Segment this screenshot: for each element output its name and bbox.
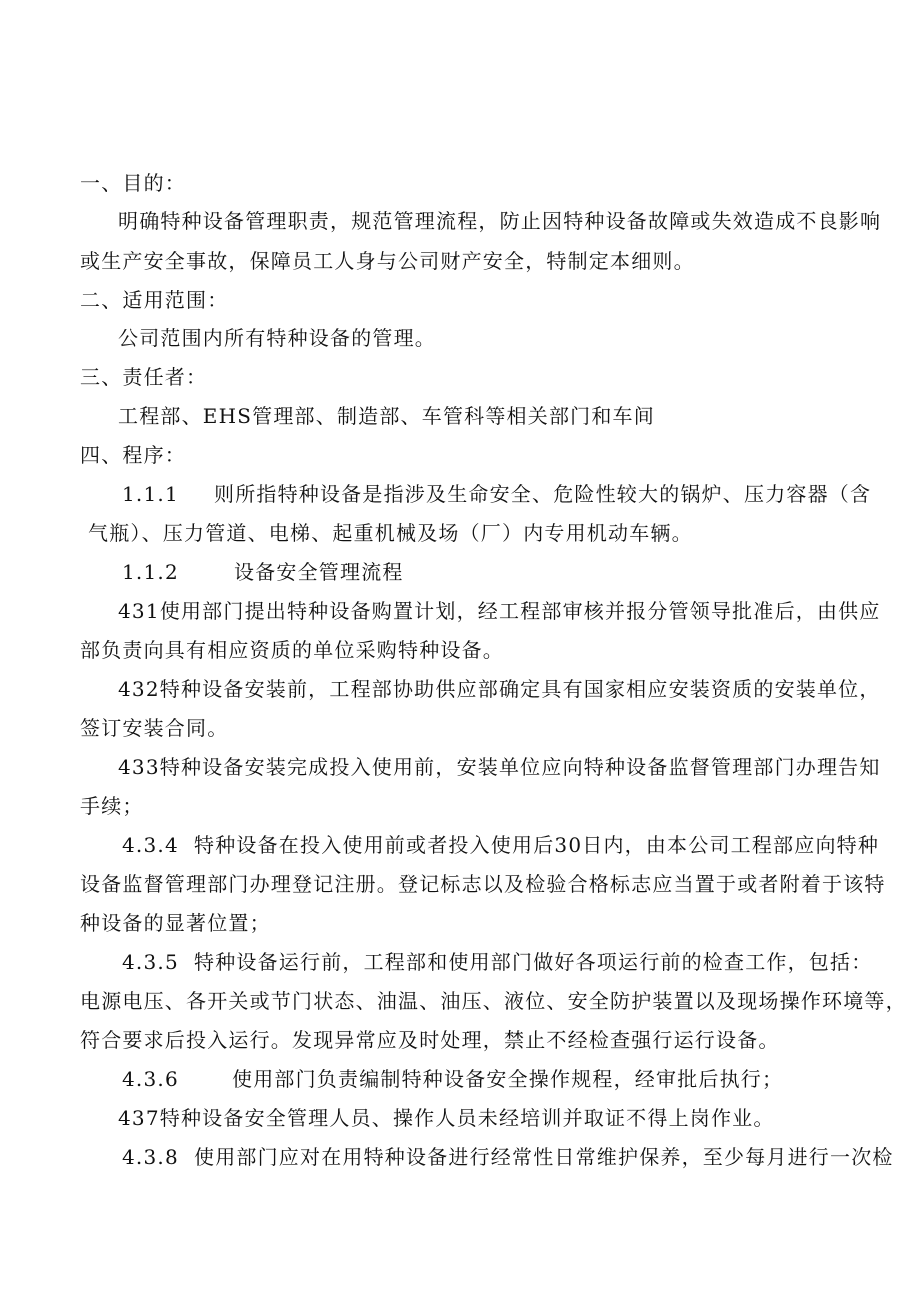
- item-4-3-6-number: 4.3.6: [122, 1067, 179, 1091]
- item-4-3-4-line-3: 种设备的显著位置；: [80, 911, 271, 935]
- item-4-3-5-line-2: 电源电压、各开关或节门状态、油温、油压、液位、安全防护装置以及现场操作环境等，: [80, 989, 907, 1013]
- item-4-3-4-number: 4.3.4: [122, 833, 179, 857]
- item-4-3-5-line-3: 符合要求后投入运行。发现异常应及时处理，禁止不经检查强行运行设备。: [80, 1028, 780, 1052]
- item-1-1-2-number: 1.1.2: [122, 560, 179, 584]
- section-2-text: 公司范围内所有特种设备的管理。: [118, 326, 436, 350]
- item-4-3-4-line-1: [122, 832, 879, 858]
- section-1-text-line-1: 明确特种设备管理职责，规范管理流程，防止因特种设备故障或失效造成不良影响: [118, 209, 882, 233]
- item-432-line-1: 432特种设备安装前，工程部协助供应部确定具有国家相应安装资质的安装单位，: [118, 677, 881, 701]
- item-4-3-8-number: 4.3.8: [122, 1145, 179, 1169]
- item-4-3-4-text: 特种设备在投入使用前或者投入使用后30日内，由本公司工程部应向特种: [194, 833, 880, 857]
- section-3-heading: 三、责任者：: [80, 365, 208, 389]
- item-4-3-6-line: [122, 1066, 783, 1092]
- item-433-line-2: 手续；: [80, 794, 144, 818]
- section-2-heading: 二、适用范围：: [80, 288, 229, 312]
- item-431-line-1: 431使用部门提出特种设备购置计划，经工程部审核并报分管领导批准后，由供应: [118, 599, 881, 623]
- section-3-text: 工程部、EHS管理部、制造部、车管科等相关部门和车间: [118, 404, 655, 428]
- item-1-1-1-text: 则所指特种设备是指涉及生命安全、危险性较大的锅炉、压力容器（含: [214, 482, 872, 506]
- item-1-1-2-line: [122, 559, 404, 585]
- item-1-1-1-number: 1.1.1: [122, 482, 179, 506]
- section-1-heading: 一、目的：: [80, 171, 186, 195]
- item-1-1-1-line-2: 气瓶）、压力管道、电梯、起重机械及场（厂）内专用机动车辆。: [88, 521, 693, 545]
- item-1-1-2-text: 设备安全管理流程: [234, 560, 404, 584]
- item-4-3-5-line-1: [122, 949, 872, 975]
- item-4-3-5-text: 特种设备运行前，工程部和使用部门做好各项运行前的检查工作，包括：: [194, 950, 873, 974]
- section-4-heading: 四、程序：: [80, 443, 186, 467]
- item-4-3-4-line-2: 设备监督管理部门办理登记注册。登记标志以及检验合格标志应当置于或者附着于该特: [80, 872, 886, 896]
- item-437-line: 437特种设备安全管理人员、操作人员未经培训并取证不得上岗作业。: [118, 1106, 775, 1130]
- section-1-text-line-2: 或生产安全事故，保障员工人身与公司财产安全，特制定本细则。: [80, 249, 695, 273]
- item-4-3-8-text: 使用部门应对在用特种设备进行经常性日常维护保养，至少每月进行一次检: [194, 1145, 894, 1169]
- item-4-3-8-line: [122, 1144, 894, 1170]
- item-4-3-6-text: 使用部门负责编制特种设备安全操作规程，经审批后执行；: [232, 1067, 784, 1091]
- item-432-line-2: 签订安装合同。: [80, 716, 229, 740]
- item-1-1-1-line-1: [122, 481, 871, 507]
- item-4-3-5-number: 4.3.5: [122, 950, 179, 974]
- item-433-line-1: 433特种设备安装完成投入使用前，安装单位应向特种设备监督管理部门办理告知: [118, 755, 881, 779]
- item-431-line-2: 部负责向具有相应资质的单位采购特种设备。: [80, 638, 504, 662]
